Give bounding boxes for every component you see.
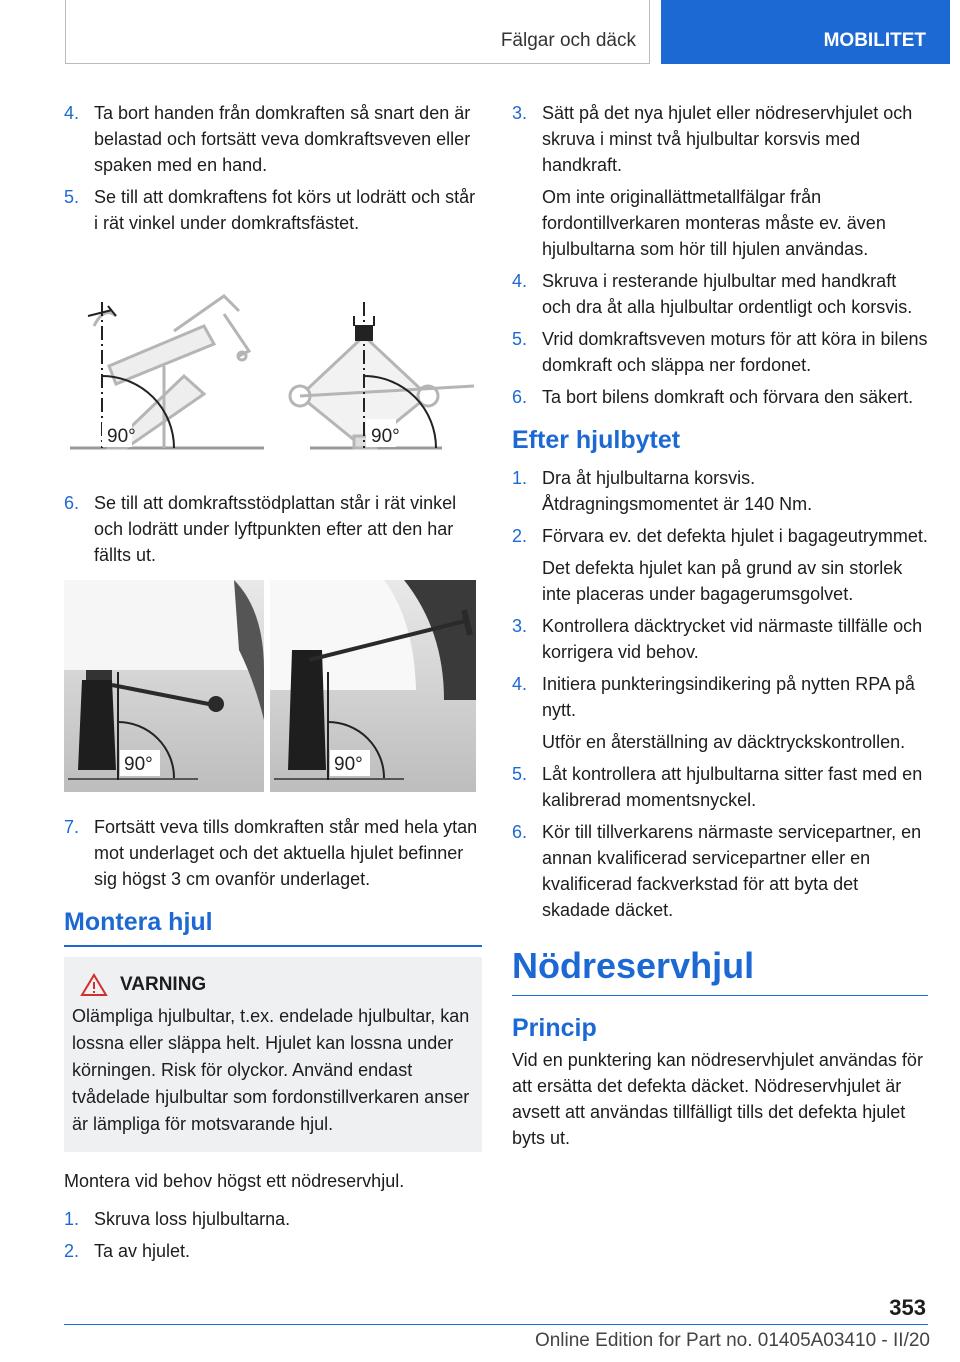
list-item: 6. Ta bort bilens domkraft och förvara den säkert. bbox=[512, 387, 914, 407]
list-item: 4. Skruva i resterande hjulbultar med handkraft och dra åt alla hjulbultar ordentligt och korsvis. bbox=[512, 271, 913, 317]
svg-text:90°: 90° bbox=[334, 754, 363, 775]
list-item: 4. Ta bort handen från domkraften så snart den är belastad och fortsätt veva domkraftsveven eller spaken med en hand. bbox=[64, 103, 471, 175]
step-list-e bbox=[512, 268, 928, 410]
right-column bbox=[512, 100, 928, 1163]
list-item: 3. Kontrollera däcktrycket vid närmaste tillfälle och korrigera vid behov. bbox=[512, 616, 923, 662]
list-item: 5. Vrid domkraftsveven moturs för att köra in bilens domkraft och släppa ner fordonet. bbox=[512, 329, 928, 375]
page-number: 353 bbox=[889, 1295, 926, 1320]
warning-box bbox=[64, 957, 482, 1152]
left-column bbox=[64, 100, 482, 1270]
svg-text:90°: 90° bbox=[107, 426, 136, 447]
princip-text: Vid en punktering kan nödreservhjulet användas för att ersätta det defekta däcket. Nödreservhjulet är avsett att användas tillfälligt tills det defekta hjulet byts ut. bbox=[512, 1050, 923, 1148]
list-item: 2. Ta av hjulet. bbox=[64, 1241, 191, 1261]
step-list-d bbox=[64, 1206, 482, 1264]
list-item: 7. Fortsätt veva tills domkraften står med hela ytan mot underlaget och det aktuella hjulet befinner sig högst 3 cm ovanför underlaget. bbox=[64, 817, 478, 889]
step-note: Det defekta hjulet kan på grund av sin storlek inte placeras under bagagerumsgolvet. bbox=[542, 558, 903, 604]
step-list-a bbox=[64, 100, 482, 236]
step-list-c bbox=[64, 814, 482, 892]
list-item: 1. Skruva loss hjulbultarna. bbox=[64, 1209, 291, 1229]
jack-angle-diagram bbox=[64, 256, 482, 470]
step-note: Utför en återställning av däcktryckskontrollen. bbox=[542, 732, 906, 752]
header-section-title: Fälgar och däck bbox=[500, 30, 636, 51]
footer-edition: Online Edition for Part no. 01405A03410 - II/20 bbox=[534, 1330, 930, 1351]
list-item: 4. Initiera punkteringsindikering på nytten RPA på nytt. bbox=[512, 674, 915, 720]
warning-title: VARNING bbox=[72, 973, 472, 997]
list-item: 6. Kör till tillverkarens närmaste servicepartner, en annan kvalificerad servicepartner eller en kvalificerad fackverkstad för att byta det skadade däcket. bbox=[512, 822, 922, 920]
warning-text: Olämpliga hjulbultar, t.ex. endelade hjulbultar, kan lossna eller släppa helt. Hjulet kan lossna under körningen. Risk för olyckor. Använd endast tvådelade hjulbultar som fordonstillverkaren anser är lämpliga för motsvarande hjul. bbox=[72, 1006, 470, 1134]
section-heading-montera-hjul: Montera hjul bbox=[64, 908, 482, 947]
list-item: 1. Dra åt hjulbultarna korsvis. Åtdragningsmomentet är 140 Nm. bbox=[512, 468, 813, 514]
footer-rule bbox=[64, 1324, 928, 1325]
jack-photo-figure bbox=[64, 580, 482, 792]
list-item: 5. Se till att domkraftens fot körs ut lodrätt och står i rät vinkel under domkraftsfästet. bbox=[64, 187, 476, 233]
montera-intro: Montera vid behov högst ett nödreservhjul. bbox=[64, 1171, 405, 1191]
step-list-b bbox=[64, 490, 482, 568]
section-heading-princip: Princip bbox=[512, 1014, 597, 1042]
list-item: 2. Förvara ev. det defekta hjulet i bagageutrymmet. bbox=[512, 526, 928, 546]
header-chapter-tab: MOBILITET bbox=[661, 0, 950, 64]
svg-text:90°: 90° bbox=[371, 426, 400, 447]
step-note: Om inte originallättmetallfälgar från fordontillverkaren monteras måste ev. även hjulbultarna som hör till hjulen användas. bbox=[542, 187, 886, 259]
list-item: 6. Se till att domkraftsstödplattan står i rät vinkel och lodrätt under lyftpunkten efter att den har fällts ut. bbox=[64, 493, 457, 565]
chapter-heading-nodreservhjul: Nödreservhjul bbox=[512, 945, 928, 996]
section-heading-efter-hjulbytet: Efter hjulbytet bbox=[512, 426, 681, 454]
svg-text:90°: 90° bbox=[124, 754, 153, 775]
list-item: 5. Låt kontrollera att hjulbultarna sitter fast med en kalibrerad momentsnyckel. bbox=[512, 764, 923, 810]
warning-triangle-icon bbox=[80, 973, 108, 997]
list-item: 3. Sätt på det nya hjulet eller nödreservhjulet och skruva i minst två hjulbultar korsvis med handkraft. bbox=[512, 103, 913, 175]
